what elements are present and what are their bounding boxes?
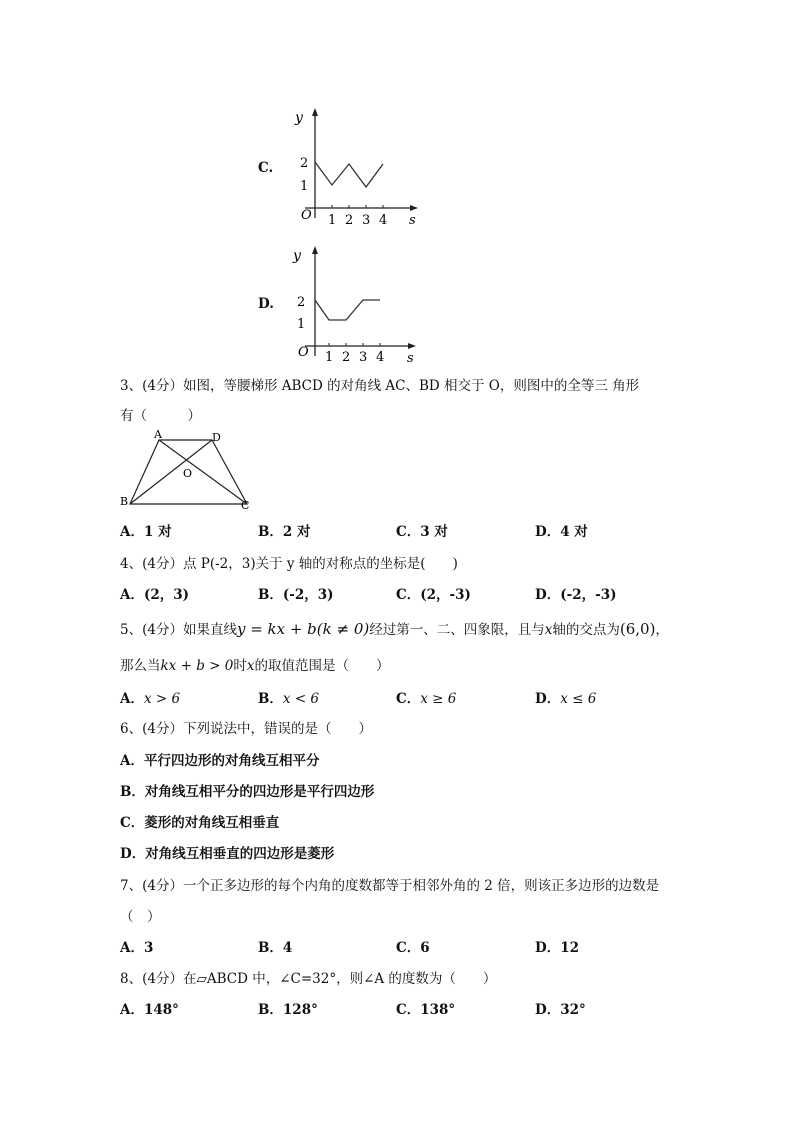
q4-option-d: D．(-2，-3) bbox=[535, 587, 617, 603]
q5-option-b: B．x < 6 bbox=[258, 691, 320, 707]
graph-d-xtick-2: 2 bbox=[342, 350, 351, 365]
q4-option-b: B．(-2，3) bbox=[258, 587, 334, 603]
label-o: O bbox=[183, 467, 193, 480]
graph-d-line bbox=[315, 300, 380, 320]
q7-line1: 7、(4分）一个正多边形的每个内角的度数都等于相邻外角的 2 倍，则该正多边形的边数是 bbox=[120, 878, 660, 894]
q6-option-a: A．平行四边形的对角线互相平分 bbox=[120, 753, 320, 769]
trapezoid-figure bbox=[114, 426, 264, 518]
q6-option-b: B．对角线互相平分的四边形是平行四边形 bbox=[120, 784, 375, 800]
graph-d-x-label: s bbox=[407, 351, 414, 366]
option-d-label: D. bbox=[258, 296, 274, 312]
q5-x-var: x bbox=[544, 622, 553, 638]
graph-c-xtick-3: 3 bbox=[362, 213, 371, 228]
graph-c-xtick-2: 2 bbox=[345, 213, 354, 228]
graph-c bbox=[285, 100, 435, 230]
q5-x-var-2: x bbox=[246, 658, 255, 674]
q5-option-a: A．x > 6 bbox=[120, 691, 181, 707]
graph-c-x-label: s bbox=[409, 213, 416, 228]
q5-line1-a: 5、(4分）如果直线 bbox=[120, 622, 237, 638]
q7-option-d: D．12 bbox=[535, 940, 579, 956]
q5-line1-c: 轴的交点为 bbox=[552, 622, 620, 638]
q6-option-d: D．对角线互相垂直的四边形是菱形 bbox=[120, 846, 335, 862]
q7-option-c: C．6 bbox=[396, 940, 430, 956]
q6-option-c: C．菱形的对角线互相垂直 bbox=[120, 815, 280, 831]
q4-text: 4、(4分）点 P(-2，3)关于 y 轴的对称点的坐标是( ) bbox=[120, 556, 458, 572]
option-c-label: C. bbox=[258, 160, 274, 176]
q8-option-a: A．148° bbox=[120, 1002, 179, 1018]
q5-line1-d: ， bbox=[655, 622, 669, 638]
graph-c-ytick-1: 1 bbox=[300, 179, 309, 194]
graph-c-origin: O bbox=[301, 208, 312, 223]
q7-line2: （ ） bbox=[120, 909, 161, 925]
q5-option-c: C．x ≥ 6 bbox=[396, 691, 457, 707]
q5-option-d: D．x ≤ 6 bbox=[535, 691, 597, 707]
graph-c-line bbox=[315, 162, 383, 187]
label-d: D bbox=[212, 431, 221, 444]
q4-option-a: A．(2，3) bbox=[120, 587, 190, 603]
q3-option-a: A．1 对 bbox=[120, 524, 172, 540]
q8-option-c: C．138° bbox=[396, 1002, 456, 1018]
label-b: B bbox=[120, 495, 129, 508]
q5-point: (6,0) bbox=[619, 620, 656, 638]
graph-d-xtick-3: 3 bbox=[359, 350, 368, 365]
q4-option-c: C．(2，-3) bbox=[396, 587, 471, 603]
label-a: A bbox=[154, 428, 162, 441]
q5-line1 bbox=[120, 618, 669, 638]
q5-line2-a: 那么当 bbox=[120, 658, 161, 674]
q5-line1-b: 经过第一、二、四象限，且与 bbox=[369, 622, 545, 638]
q8-text: 8、(4分）在▱ABCD 中，∠C=32°，则∠A 的度数为（ ） bbox=[120, 971, 497, 987]
graph-c-xtick-4: 4 bbox=[379, 213, 388, 228]
q3-option-b: B．2 对 bbox=[258, 524, 311, 540]
q5-line2-c: 的取值范围是（ ） bbox=[254, 658, 390, 674]
graph-c-y-label: y bbox=[295, 110, 303, 126]
q8-option-b: B．128° bbox=[258, 1002, 318, 1018]
graph-c-ytick-2: 2 bbox=[300, 156, 309, 171]
graph-d bbox=[285, 238, 435, 368]
q5-line2-b: 时 bbox=[233, 658, 247, 674]
q3-line2: 有（ ） bbox=[120, 408, 201, 424]
q3-line1: 3、(4分）如图，等腰梯形 ABCD 的对角线 AC、BD 相交于 O，则图中的全等三 角形 bbox=[120, 378, 640, 394]
label-c: C bbox=[241, 499, 250, 512]
graph-d-ytick-1: 1 bbox=[297, 317, 306, 332]
q7-option-a: A．3 bbox=[120, 940, 154, 956]
q3-option-d: D．4 对 bbox=[535, 524, 588, 540]
graph-d-xtick-4: 4 bbox=[376, 350, 385, 365]
q3-option-c: C．3 对 bbox=[396, 524, 448, 540]
q5-inequality: kx + b > 0 bbox=[160, 658, 234, 674]
graph-d-origin: O bbox=[298, 345, 309, 360]
q5-equation: y = kx + b(k ≠ 0) bbox=[236, 620, 370, 638]
graph-c-xtick-1: 1 bbox=[328, 213, 337, 228]
q7-option-b: B．4 bbox=[258, 940, 293, 956]
graph-d-ytick-2: 2 bbox=[297, 295, 306, 310]
q5-line2 bbox=[120, 654, 389, 674]
graph-d-y-label: y bbox=[293, 248, 301, 264]
q6-text: 6、(4分）下列说法中，错误的是（ ） bbox=[120, 721, 372, 737]
q8-option-d: D．32° bbox=[535, 1002, 586, 1018]
graph-d-xtick-1: 1 bbox=[325, 350, 334, 365]
